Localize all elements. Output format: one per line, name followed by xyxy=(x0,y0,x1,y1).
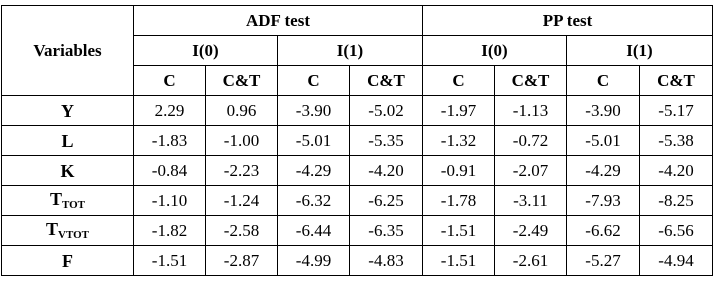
row-variable-label xyxy=(2,216,134,246)
table-cell-value: -2.58 xyxy=(206,216,278,246)
table-row xyxy=(2,96,713,126)
variable-subscript: TOT xyxy=(61,199,86,211)
table-cell-value: -6.44 xyxy=(278,216,350,246)
table-cell-value: -2.87 xyxy=(206,246,278,276)
table-cell-value: -0.91 xyxy=(423,156,495,186)
table-cell-value: 2.29 xyxy=(134,96,206,126)
table-cell-value: -1.10 xyxy=(134,186,206,216)
adf-i0-header: I(0) xyxy=(134,36,278,66)
table-cell-value: -1.83 xyxy=(134,126,206,156)
table-cell-value: -1.24 xyxy=(206,186,278,216)
table-cell-value: -4.20 xyxy=(350,156,423,186)
variable-symbol: T xyxy=(46,219,59,239)
table-cell-value: -2.23 xyxy=(206,156,278,186)
table-cell-value: -1.13 xyxy=(495,96,567,126)
adf-i1-header: I(1) xyxy=(278,36,423,66)
variable-symbol: F xyxy=(62,250,73,271)
table-cell-value: -6.32 xyxy=(278,186,350,216)
variable-symbol: L xyxy=(61,130,74,151)
table-cell-value: -3.90 xyxy=(567,96,640,126)
table-cell-value: -6.62 xyxy=(567,216,640,246)
table-cell-value: -5.35 xyxy=(350,126,423,156)
pp-i1-header: I(1) xyxy=(567,36,713,66)
table-cell-value: -2.07 xyxy=(495,156,567,186)
table-cell-value: -4.99 xyxy=(278,246,350,276)
pp-i0-c-header: C xyxy=(423,66,495,96)
table-cell-value: -5.27 xyxy=(567,246,640,276)
table-row xyxy=(2,186,713,216)
row-variable-label xyxy=(2,246,134,276)
table-cell-value: -2.49 xyxy=(495,216,567,246)
row-variable-label xyxy=(2,186,134,216)
variable-symbol: K xyxy=(60,160,75,181)
table-cell-value: -6.35 xyxy=(350,216,423,246)
table-cell-value: -3.11 xyxy=(495,186,567,216)
table-cell-value: -1.51 xyxy=(423,216,495,246)
pp-i0-ct-header: C&T xyxy=(495,66,567,96)
table-cell-value: -3.90 xyxy=(278,96,350,126)
table-cell-value: -1.51 xyxy=(423,246,495,276)
header-row-tests xyxy=(2,6,713,36)
table-cell-value: -7.93 xyxy=(567,186,640,216)
table-cell-value: -8.25 xyxy=(640,186,713,216)
adf-i1-ct-header: C&T xyxy=(350,66,423,96)
pp-i1-c-header: C xyxy=(567,66,640,96)
table-cell-value: -4.29 xyxy=(278,156,350,186)
adf-i1-c-header: C xyxy=(278,66,350,96)
table-cell-value: -1.32 xyxy=(423,126,495,156)
pp-i1-ct-header: C&T xyxy=(640,66,713,96)
variable-symbol: Y xyxy=(61,100,74,121)
row-variable-label xyxy=(2,156,134,186)
table-cell-value: -5.01 xyxy=(278,126,350,156)
table-cell-value: -1.97 xyxy=(423,96,495,126)
table-cell-value: -0.84 xyxy=(134,156,206,186)
table-cell-value: -4.94 xyxy=(640,246,713,276)
table-cell-value: -6.56 xyxy=(640,216,713,246)
table-cell-value: -1.00 xyxy=(206,126,278,156)
table-row xyxy=(2,126,713,156)
table-cell-value: -4.29 xyxy=(567,156,640,186)
table-cell-value: -5.01 xyxy=(567,126,640,156)
table-row xyxy=(2,216,713,246)
table-cell-value: -2.61 xyxy=(495,246,567,276)
pp-test-header: PP test xyxy=(423,6,713,36)
table-row xyxy=(2,156,713,186)
table-cell-value: -6.25 xyxy=(350,186,423,216)
variables-header: Variables xyxy=(2,6,134,96)
adf-test-header: ADF test xyxy=(134,6,423,36)
table-cell-value: -4.83 xyxy=(350,246,423,276)
table-row xyxy=(2,246,713,276)
table-cell-value: -5.38 xyxy=(640,126,713,156)
table-cell-value: -1.82 xyxy=(134,216,206,246)
adf-i0-c-header: C xyxy=(134,66,206,96)
table-cell-value: 0.96 xyxy=(206,96,278,126)
unit-root-test-table xyxy=(1,5,713,276)
table-cell-value: -4.20 xyxy=(640,156,713,186)
row-variable-label xyxy=(2,126,134,156)
table-body xyxy=(2,96,713,276)
table-cell-value: -1.51 xyxy=(134,246,206,276)
variable-subscript: VTOT xyxy=(58,229,89,241)
variable-symbol: T xyxy=(49,189,62,209)
pp-i0-header: I(0) xyxy=(423,36,567,66)
table-cell-value: -1.78 xyxy=(423,186,495,216)
table-cell-value: -5.02 xyxy=(350,96,423,126)
row-variable-label xyxy=(2,96,134,126)
adf-i0-ct-header: C&T xyxy=(206,66,278,96)
table-header xyxy=(2,6,713,96)
table-cell-value: -5.17 xyxy=(640,96,713,126)
table-cell-value: -0.72 xyxy=(495,126,567,156)
